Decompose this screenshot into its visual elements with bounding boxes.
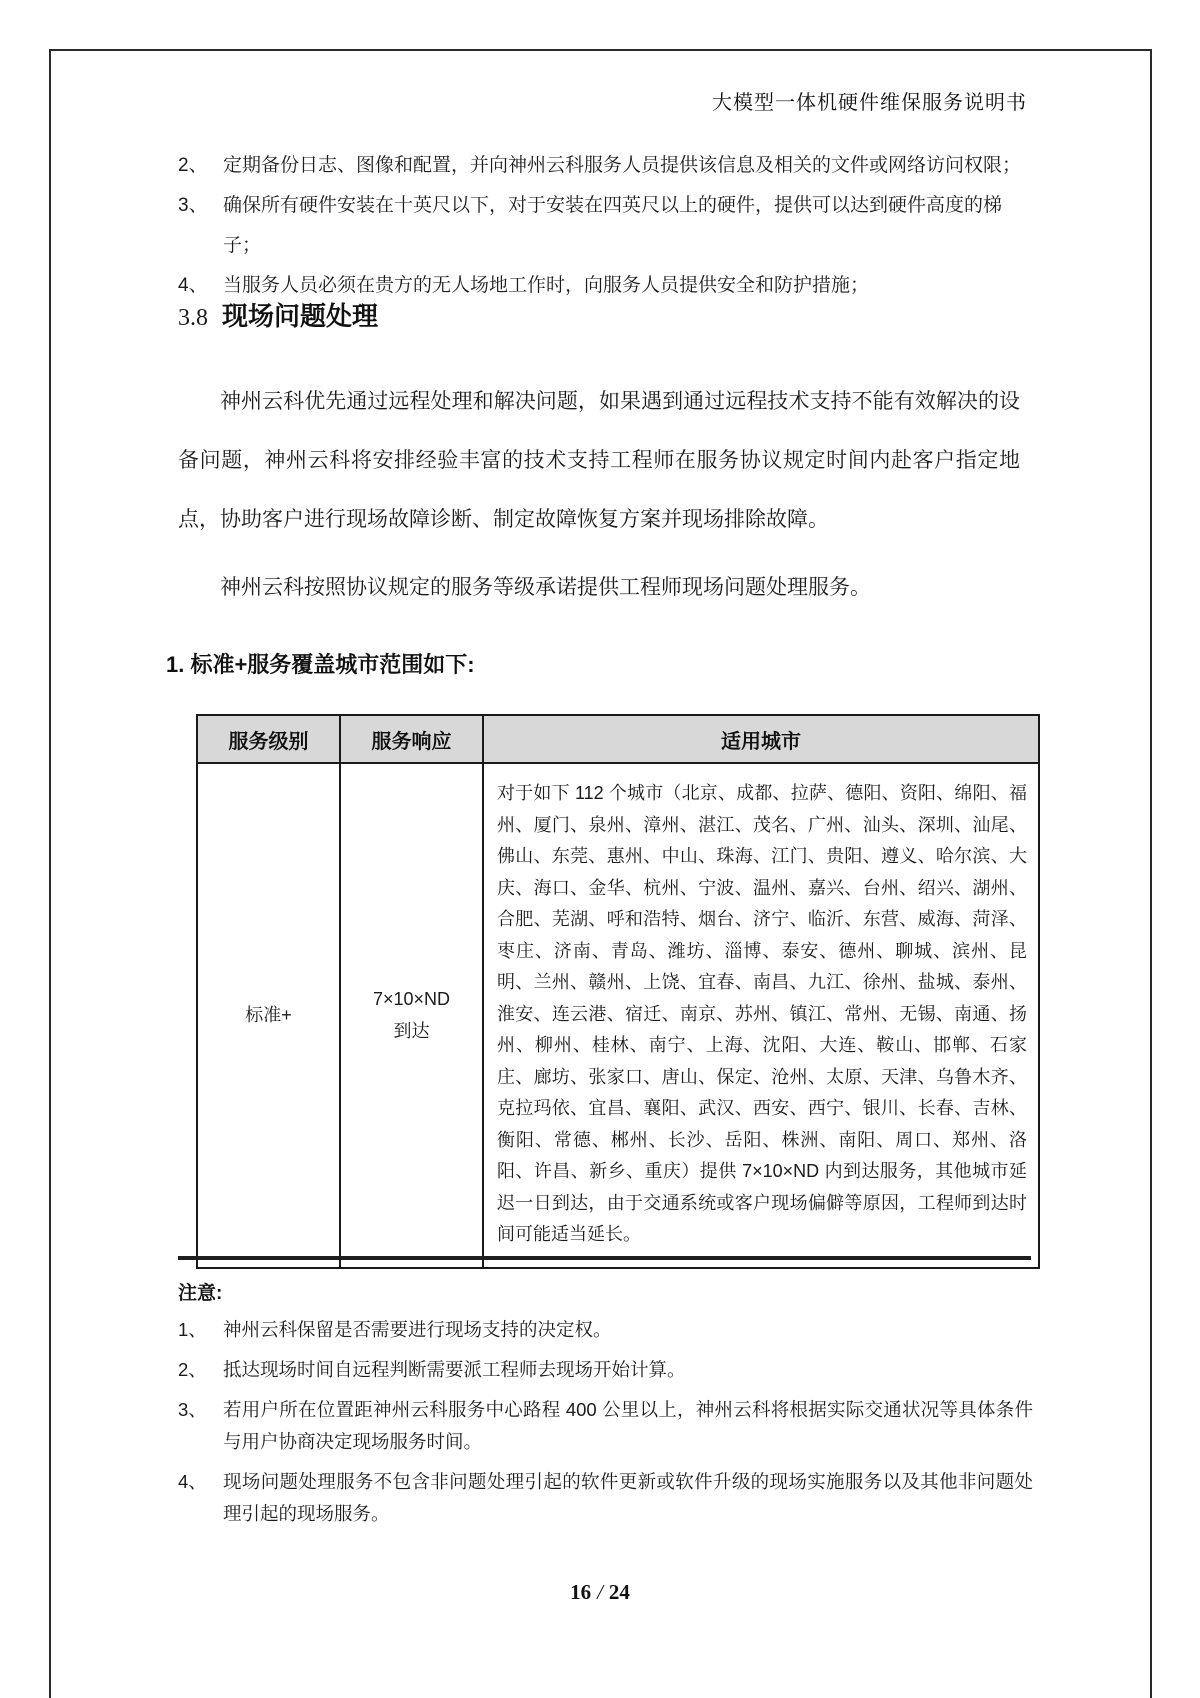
service-response-cell <box>340 763 483 1268</box>
header-cell-service-response: 服务响应 <box>340 715 483 763</box>
list-item-text: 定期备份日志、图像和配置，并向神州云科服务人员提供该信息及相关的文件或网络访问权限； <box>223 155 1022 176</box>
notes-divider-rule <box>178 1256 1031 1260</box>
notes-heading: 注意: <box>178 1283 223 1304</box>
note-item-number: 1、 <box>178 1319 207 1340</box>
note-item-number: 2、 <box>178 1359 207 1380</box>
notes-list <box>178 1314 1034 1538</box>
document-header-title: 大模型一体机硬件维保服务说明书 <box>712 92 1027 114</box>
list-item-number: 3、 <box>178 195 208 216</box>
note-item <box>178 1354 1034 1386</box>
page-number-total: 24 <box>608 1580 630 1604</box>
paragraph: 神州云科按照协议规定的服务等级承诺提供工程师现场问题处理服务。 <box>220 576 871 599</box>
service-level-cell: 标准+ <box>197 763 340 1268</box>
table-row <box>197 763 1039 1268</box>
note-item <box>178 1394 1034 1458</box>
intro-list <box>178 146 1038 306</box>
list-item <box>178 146 1038 186</box>
note-item-text: 神州云科保留是否需要进行现场支持的决定权。 <box>223 1319 612 1340</box>
note-item-text: 若用户所在位置距神州云科服务中心路程 400 公里以上，神州云科将根据实际交通状况等具体条件与用户协商决定现场服务时间。 <box>223 1399 1033 1452</box>
paragraph: 神州云科优先通过远程处理和解决问题，如果遇到通过远程技术支持不能有效解决的设备问题，神州云科将安排经验丰富的技术支持工程师在服务协议规定时间内赴客户指定地点，协助客户进行现场故障诊断、制定故障恢复方案并现场排除故障。 <box>178 390 1020 531</box>
service-response-line1: 7×10×ND <box>372 989 451 1010</box>
note-item-number: 4、 <box>178 1471 207 1492</box>
page-number <box>0 1580 1200 1605</box>
note-item <box>178 1314 1034 1346</box>
subsection-heading: 1. 标准+服务覆盖城市范围如下: <box>166 652 475 677</box>
note-item-number: 3、 <box>178 1399 207 1420</box>
header-cell-applicable-cities: 适用城市 <box>483 715 1039 763</box>
section-heading <box>178 296 378 333</box>
list-item <box>178 186 1038 266</box>
note-item-text: 现场问题处理服务不包含非问题处理引起的软件更新或软件升级的现场实施服务以及其他非问题处理引起的现场服务。 <box>223 1471 1033 1524</box>
list-item-text: 当服务人员必须在贵方的无人场地工作时，向服务人员提供安全和防护措施； <box>223 275 870 296</box>
list-item-text: 确保所有硬件安装在十英尺以下，对于安装在四英尺以上的硬件，提供可以达到硬件高度的梯子； <box>223 195 1003 256</box>
list-item-number: 4、 <box>178 275 208 296</box>
applicable-cities-cell <box>483 763 1039 1268</box>
note-item <box>178 1466 1034 1530</box>
page-number-current: 16 <box>570 1580 592 1604</box>
section-title: 现场问题处理 <box>222 301 379 331</box>
page-number-separator: / <box>597 1580 603 1604</box>
header-cell-service-level: 服务级别 <box>197 715 340 763</box>
service-coverage-table <box>196 714 1040 1269</box>
list-item-number: 2、 <box>178 155 208 176</box>
cities-text: 对于如下 112 个城市（北京、成都、拉萨、德阳、资阳、绵阳、福州、厦门、泉州、漳州、湛江、茂名、广州、汕头、深圳、汕尾、佛山、东莞、惠州、中山、珠海、江门、贵阳、遵义、哈尔滨、大庆、海口、金华、杭州、宁波、温州、嘉兴、台州、绍兴、湖州、合肥、芜湖、呼和浩特、烟台、济宁、临沂、东营、威海、菏泽、枣庄、济南、青岛、潍坊、淄博、泰安、德州、聊城、滨州、昆明、兰州、赣州、上饶、宜春、南昌、九江、徐州、盐城、泰州、淮安、连云港、宿迁、南京、苏州、镇江、常州、无锡、南通、扬州、柳州、桂林、南宁、上海、沈阳、大连、鞍山、邯郸、石家庄、廊坊、张家口、唐山、保定、沧州、太原、天津、乌鲁木齐、克拉玛依、宜昌、襄阳、武汉、西安、西宁、银川、长春、吉林、衡阳、常德、郴州、长沙、岳阳、株洲、南阳、周口、郑州、洛阳、许昌、新乡、重庆）提供 7×10×ND 内到达服务，其他城市延迟一日到达，由于交通系统或客户现场偏僻等原因，工程师到达时间可能适当延长。 <box>497 783 1027 1244</box>
section-number: 3.8 <box>178 305 208 331</box>
service-response-line2: 到达 <box>393 1021 430 1042</box>
note-item-text: 抵达现场时间自远程判断需要派工程师去现场开始计算。 <box>223 1359 686 1380</box>
table-header-row <box>197 715 1039 763</box>
